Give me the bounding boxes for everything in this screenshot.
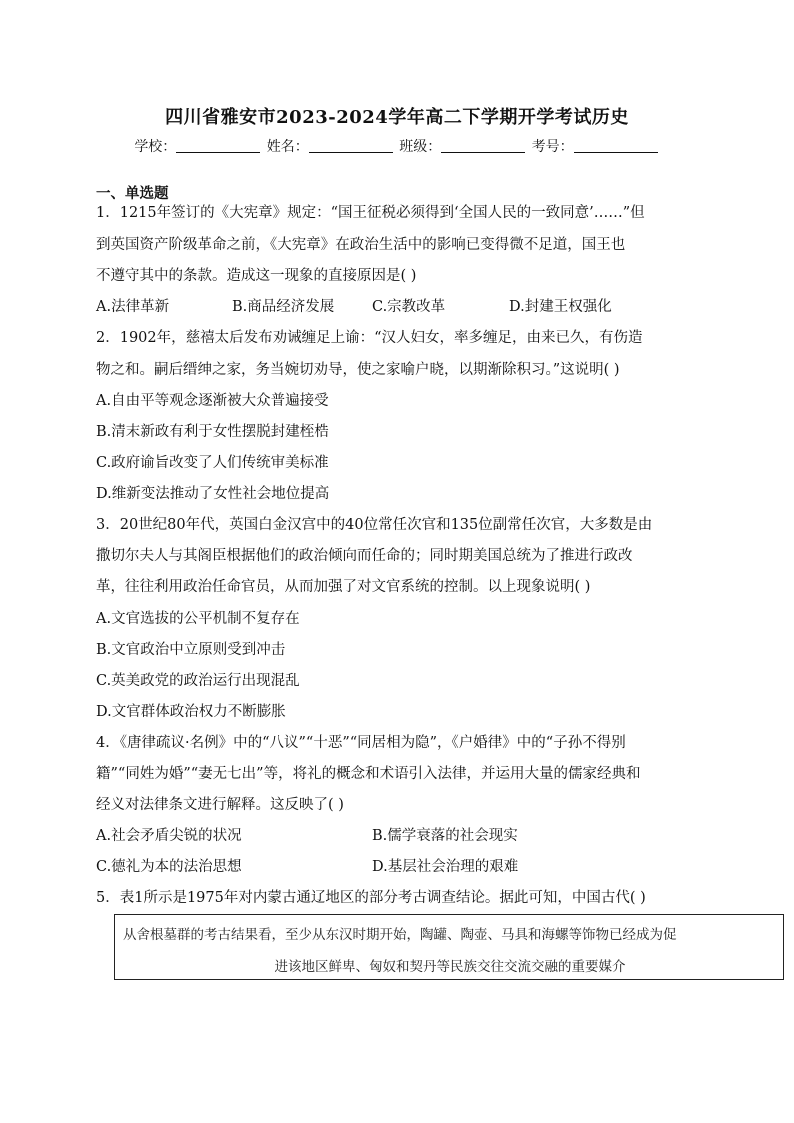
q3-option-c: C.英美政党的政治运行出现混乱 [96, 673, 300, 689]
name-label: 姓名： [266, 139, 309, 155]
q2-option-d: D.维新变法推动了女性社会地位提高 [96, 486, 330, 502]
q4-line-2: 籍”“同姓为婚”“妻无七出”等，将礼的概念和术语引入法律，并运用大量的儒家经典和 [96, 766, 641, 782]
school-label: 学校： [134, 139, 177, 155]
number-label: 考号： [531, 139, 574, 155]
class-blank [441, 138, 525, 153]
q2-option-b: B.清末新政有利于女性摆脱封建桎梏 [96, 424, 329, 440]
student-info-line [0, 136, 794, 156]
q1-option-b: B.商品经济发展 [232, 299, 335, 315]
q3-option-b: B.文官政治中立原则受到冲击 [96, 642, 286, 658]
number-blank [574, 138, 658, 153]
school-blank [176, 138, 260, 153]
q3-line-3: 革，往往利用政治任命官员，从而加强了对文官系统的控制。以上现象说明( ) [96, 579, 591, 595]
q5-table-line-2: 进该地区鲜卑、匈奴和契丹等民族交往交流交融的重要媒介 [274, 959, 626, 975]
q4-option-c: C.德礼为本的法治思想 [96, 859, 242, 875]
q4-option-a: A.社会矛盾尖锐的状况 [96, 828, 242, 844]
q3-option-a: A.文官选拔的公平机制不复存在 [96, 611, 300, 627]
q5-table [114, 914, 784, 980]
q3-line-1: 3．20世纪80年代，英国白金汉宫中的40位常任次官和135位副常任次官，大多数是由 [96, 517, 653, 533]
q4-line-3: 经义对法律条文进行解释。这反映了( ) [96, 797, 344, 813]
q2-option-c: C.政府谕旨改变了人们传统审美标准 [96, 455, 329, 471]
q3-option-d: D.文官群体政治权力不断膨胀 [96, 704, 286, 720]
section-heading: 一、单选题 [96, 185, 169, 202]
q1-line-3: 不遵守其中的条款。造成这一现象的直接原因是( ) [96, 268, 417, 284]
q5-table-line-1: 从舍根墓群的考古结果看，至少从东汉时期开始，陶罐、陶壶、马具和海螺等饰物已经成为促 [123, 927, 677, 943]
q1-option-d: D.封建王权强化 [509, 299, 612, 315]
q1-option-c: C.宗教改革 [372, 299, 446, 315]
q1-option-a: A.法律革新 [96, 299, 170, 315]
name-blank [309, 138, 393, 153]
q2-option-a: A.自由平等观念逐渐被大众普遍接受 [96, 393, 329, 409]
q2-line-2: 物之和。嗣后缙绅之家，务当婉切劝导，使之家喻户晓，以期渐除积习。”这说明( ) [96, 362, 620, 378]
q3-line-2: 撒切尔夫人与其阁臣根据他们的政治倾向而任命的；同时期美国总统为了推进行政改 [96, 548, 633, 564]
q4-option-d: D.基层社会治理的艰难 [372, 859, 519, 875]
class-label: 班级： [399, 139, 442, 155]
q5-line-1: 5．表1所示是1975年对内蒙古通辽地区的部分考古调查结论。据此可知，中国古代( ) [96, 890, 646, 906]
q1-line-1: 1．1215年签订的《大宪章》规定：“国王征税必须得到‘全国人民的一致同意’……”但 [96, 205, 645, 221]
q4-line-1: 4．《唐律疏议·名例》中的“八议”“十恶”“同居相为隐”，《户婚律》中的“子孙不得别 [96, 735, 626, 751]
page-title: 四川省雅安市2023-2024学年高二下学期开学考试历史 [165, 107, 629, 128]
q2-line-1: 2．1902年，慈禧太后发布劝诫缠足上谕：“汉人妇女，率多缠足，由来已久，有伤造 [96, 330, 643, 346]
q4-option-b: B.儒学衰落的社会现实 [372, 828, 518, 844]
q1-line-2: 到英国资产阶级革命之前，《大宪章》在政治生活中的影响已变得微不足道，国王也 [96, 237, 626, 253]
